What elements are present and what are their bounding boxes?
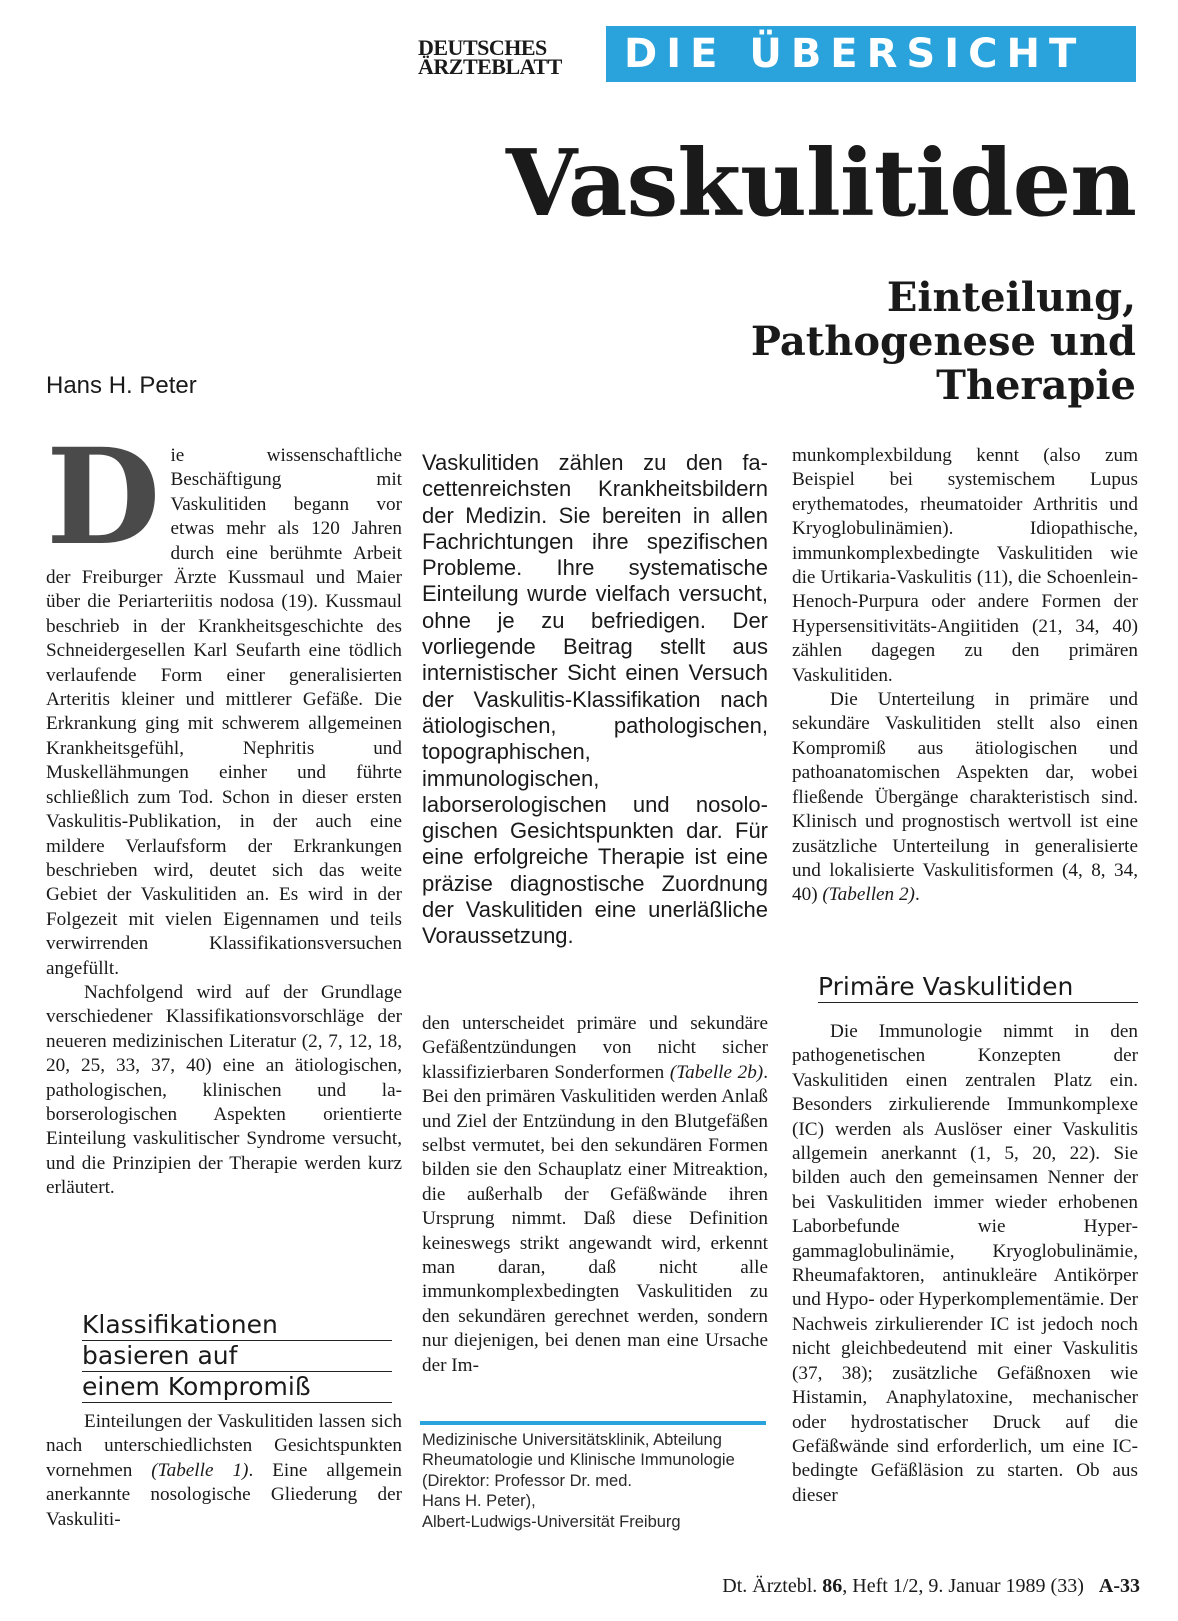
subhead-line-2: basieren auf — [82, 1341, 392, 1372]
col3-paragraph-2 — [792, 688, 1138, 908]
article-title: Vaskulitiden — [505, 129, 1136, 237]
page-footer — [640, 1574, 1140, 1598]
section-banner: DIE ÜBERSICHT — [606, 26, 1136, 82]
affiliation-line-1: Medizinische Universitätsklinik, Abteilung — [422, 1431, 722, 1449]
col3-paragraph-1: munkomplexbildung kennt (also zum Beispiel bei systemischem Lupus erythematodes, rheumatoider Arthritis und Kryoglobulinämien). Idiopathische, immunkomplexbedingte Vaskulitiden wie die Urtikaria-Vaskulitis (11), die Schoenlein-Henoch-Purpura oder andere Formen der Hypersensitivitäts-Angiitiden (21, 34, 40) zählen dagegen zu den primären Vaskulitiden. — [792, 445, 1138, 686]
col2-text-b: . Bei den primären Vaskulitiden werden Anlaß und Ziel der Entzündung in den Blutgefäßen selbst vermutet, bei den sekundären Formen bilden sie den Schauplatz einer Mitreaktion, die außerhalb der Gefäßwände ihren Ursprung nimmt. Daß diese Definition keineswegs strikt angewandt wird, erkennt man daran, daß nicht alle immunkomplexbedingten Vaskulitiden zu den sekundären gerechnet werden, sondern nur diejenigen, bei denen man eine Ursache der Im- — [422, 1061, 768, 1376]
footer-issue: , Heft 1/2, 9. Januar 1989 (33) — [842, 1575, 1084, 1597]
footer-page-number: A-33 — [1098, 1575, 1140, 1597]
col3-paragraph-3: Die Immunologie nimmt in den pathogenetischen Konzepten der Vaskulitiden einen zentralen Platz ein. Besonders zirkulierende Immunkomplexe (IC) werden als Auslöser einer Vaskulitis allgemein anerkannt (1, 5, 20, 22). Sie bilden auch den gemeinsamen Nenner der bei Vaskulitiden immer wieder erhobenen Laborbefunde wie Hypergammaglobulinämie, Kryoglobulinämie, Rheumafaktoren, antinukleäre Antikörper und Hypo- oder Hyperkomplementämie. Der Nachweis zirkulierender IC ist jedoch noch nicht gleichbedeutend mit einer Vaskulitis (37, 38); zusätzliche Gefäßnoxen wie Histamin, Anaphylatoxine, mechanischer oder hydrostatischer Druck auf die Gefäßwände sind erforderlich, um eine IC-bedingte Gefäßläsion zu starten. Ob aus dieser — [792, 1021, 1138, 1506]
affiliation-line-5: Albert-Ludwigs-Universität Freiburg — [422, 1512, 681, 1531]
table-ref-1: (Tabelle 1) — [151, 1459, 249, 1481]
column-2 — [422, 1012, 768, 1378]
brand-line-1: DEUTSCHES — [418, 35, 547, 60]
column-1 — [46, 420, 402, 1201]
col1-paragraph-3 — [46, 1410, 402, 1532]
col3-p2-text-b: . — [914, 884, 920, 906]
col1-paragraph-1: ie wissenschaftliche Beschäftigung mit Vaskulitiden begann vor etwas mehr als 120 Jahren durch eine berühmte Arbeit der Freiburger Ärzte Kussmaul und Maier über die Periarteriitis nodosa (19). Kussmaul beschrieb in der Krankheitsgeschichte des Schneidergesellen Karl Seufarth eine tödlich verlaufende Form einer generalisierten Arteritis kleiner und mittlerer Gefäße. Die Erkrankung ging mit schwerem allgemeinen Krankheitsgefühl, Nephritis und Muskellähmungen einher und führte schließlich zum Tod. Schon in dieser ersten Vaskulitis-Publikation, in der auch eine mildere Verlaufsform der Erkrankungen beschrieben wird, deutet sich das weite Gebiet der Vaskulitiden an. Es wird in der Folgezeit mit vielen Eigennamen und teils verwirrenden Klassifikationsversuchen angefüllt. — [46, 445, 402, 979]
column-3-continued — [792, 1020, 1138, 1508]
subhead-primaere-vaskulitiden: Primäre Vaskulitiden — [818, 972, 1138, 1003]
affiliation-line-2: Rheumatologie und Klinische Immunologie — [422, 1451, 735, 1470]
subhead-line-3: einem Kompromiß — [82, 1372, 392, 1403]
column-3 — [792, 444, 1138, 908]
p3-text-b: . Eine allgemein anerkannte nosologische Gliederung der Vaskuliti- — [46, 1459, 402, 1530]
drop-cap: D — [46, 420, 161, 575]
col2-paragraph-1 — [422, 1012, 768, 1378]
table-ref-2: (Tabellen 2) — [822, 884, 915, 906]
affiliation-divider — [420, 1421, 766, 1425]
subtitle-line-2: Pathogenese und — [750, 318, 1136, 365]
brand-line-2: ÄRZTEBLATT — [418, 54, 562, 79]
article-subtitle — [560, 276, 1136, 408]
subhead-line-1: Klassifikationen — [82, 1310, 392, 1341]
col1-paragraph-2: Nachfolgend wird auf der Grundlage verschiedener Klassifikationsvorschläge der neueren medizinischen Literatur (2, 7, 12, 18, 20, 25, 33, 37, 40) eine an ätiologischen, pathologischen, klinischen und laborserologischen Aspekten orientierte Einteilung vaskulitischer Syndrome versucht, und die Prinzipien der Therapie werden kurz erläutert. — [46, 981, 402, 1199]
col2-text-a: den unterscheidet primäre und sekundäre Gefäßentzündungen von nicht sicher klassifizierbaren Sonderformen — [422, 1013, 768, 1083]
table-ref-2b: (Tabelle 2b) — [669, 1061, 764, 1083]
p3-text-a: Einteilungen der Vaskulitiden lassen sich nach unterschiedlichsten Gesichtspunkten vornehmen — [46, 1411, 402, 1481]
affiliation-line-3: (Direktor: Professor Dr. med. — [422, 1471, 632, 1490]
subtitle-line-3: Therapie — [936, 362, 1136, 409]
author-name: Hans H. Peter — [46, 372, 197, 399]
intro-abstract: Vaskulitiden zählen zu den facettenreichsten Krankheitsbildern der Medizin. Sie bereiten in allen Fachrichtungen ihre spezifischen Probleme. Ihre systematische Einteilung wurde vielfach versucht, ohne je zu befriedigen. Der vorliegende Beitrag stellt aus internistischer Sicht einen Versuch der Vaskulitis-Klassifikation nach ätiologischen, pathologischen, topographischen, immunologischen, laborserologischen und nosologischen Gesichtspunkten dar. Für eine erfolgreiche Therapie ist eine präzise diagnostische Zuordnung der Vaskulitiden eine unerläßliche Voraussetzung. — [422, 450, 768, 949]
footer-journal: Dt. Ärztebl. — [722, 1575, 823, 1597]
subhead-klassifikationen — [82, 1310, 392, 1403]
affiliation-line-4: Hans H. Peter), — [422, 1492, 536, 1511]
column-1-continued — [46, 1410, 402, 1532]
masthead-brand — [418, 35, 588, 79]
author-affiliation — [422, 1430, 768, 1532]
col3-p2-text-a: Die Unterteilung in primäre und sekundäre Vaskulitiden stellt also einen Kompromiß aus ätiologischen und pathoanatomischen Aspekten dar, wobei fließende Übergänge charakteristisch sind. Klinisch und prognostisch wertvoll ist eine zusätzliche Unterteilung in generalisierte und lokalisierte Vaskulitisformen (4, 8, 34, 40) — [792, 689, 1138, 906]
footer-volume: 86 — [822, 1575, 843, 1597]
subtitle-line-1: Einteilung, — [886, 274, 1136, 321]
